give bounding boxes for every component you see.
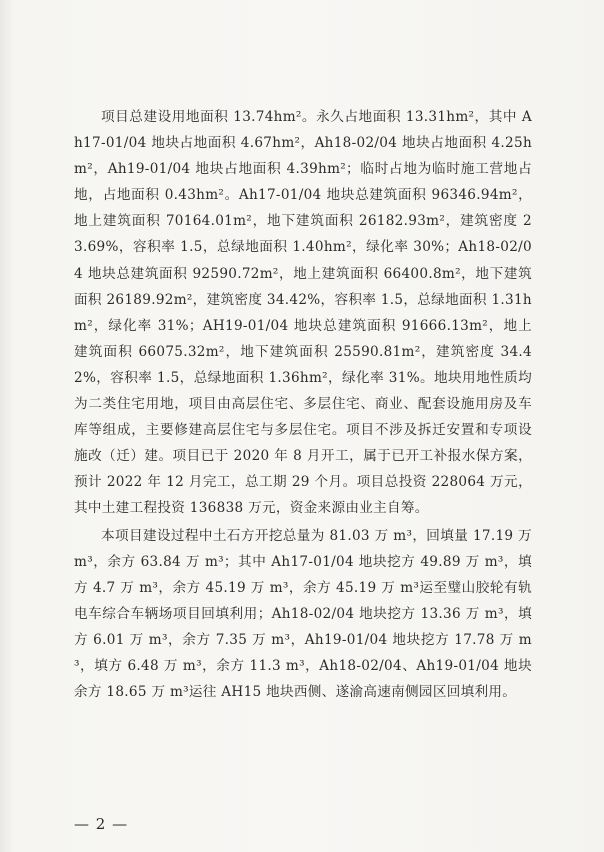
- page-number: — 2 —: [74, 815, 129, 833]
- document-body: [74, 104, 532, 705]
- paragraph-earthwork: 本项目建设过程中土石方开挖总量为 81.03 万 m³，回填量 17.19 万 m³，余方 63.84 万 m³；其中 Ah17-01/04 地块挖方 49.89 万 m³，填方 4.7 万 m³，余方 45.19 万 m³，余方 45.19 万 m³运至璧山胶轮有轨电车综合车辆场项目回填利用；Ah18-02/04 地块挖方 13.36 万 m³，填方 6.01 万 m³，余方 7.35 万 m³，Ah19-01/04 地块挖方 17.78 万 m³，填方 6.48 万 m³，余方 11.3 m³，Ah18-02/04、Ah19-01/04 地块余方 18.65 万 m³运往 AH15 地块西侧、遂渝高速南侧园区回填利用。: [74, 527, 532, 701]
- paragraph-project-overview: 项目总建设用地面积 13.74hm²。永久占地面积 13.31hm²，其中 Ah17-01/04 地块占地面积 4.67hm²，Ah18-02/04 地块占地面积 4.25hm²，Ah19-01/04 地块占地面积 4.39hm²；临时占地为临时施工营地占地，占地面积 0.43hm²。Ah17-01/04 地块总建筑面积 96346.94m²，地上建筑面积 70164.01m²，地下建筑面积 26182.93m²，建筑密度 23.69%，容积率 1.5，总绿地面积 1.40hm²，绿化率 30%；Ah18-02/04 地块总建筑面积 92590.72m²，地上建筑面积 66400.8m²，地下建筑面积 26189.92m²，建筑密度 34.42%，容积率 1.5，总绿地面积 1.31hm²，绿化率 31%；AH19-01/04 地块总建筑面积 91666.13m²，地上建筑面积 66075.32m²，地下建筑面积 25590.81m²，建筑密度 34.42%，容积率 1.5，总绿地面积 1.36hm²，绿化率 31%。地块用地性质均为二类住宅用地，项目由高层住宅、多层住宅、商业、配套设施用房及车库等组成，主要修建高层住宅与多层住宅。项目不涉及拆迁安置和专项设施改（迁）建。项目已于 2020 年 8 月开工，属于已开工补报水保方案，预计 2022 年 12 月完工，总工期 29 个月。项目总投资 228064 万元，其中土建工程投资 136838 万元，资金来源由业主自筹。: [74, 109, 532, 517]
